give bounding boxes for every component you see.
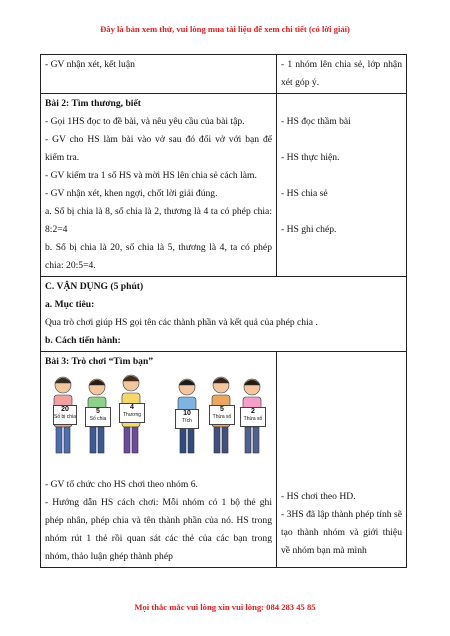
text-line: - HS chia sẻ: [281, 188, 328, 199]
card-quotient: [119, 403, 145, 423]
text-line: - GV nhận xét, kết luận: [45, 59, 135, 70]
card-label: Số bị chia: [54, 414, 76, 420]
card-number: 2: [251, 408, 255, 415]
teacher-cell: [41, 55, 277, 94]
text-line: - HS thực hiện.: [281, 152, 340, 163]
text-line: - GV cho HS làm bài vào vở sau đó đổi vở với bạn để kiểm tra.: [45, 134, 272, 163]
exercise-title: Bài 3: Trò chơi “Tìm bạn”: [45, 356, 154, 367]
text-line: - Hướng dẫn HS cách chơi: Mỗi nhóm có 1 bộ thẻ ghi phép nhân, phép chia và tên thành phần của nó. HS trong nhóm rút 1 thẻ rồi quan sát các thẻ của các bạn trong nhóm, thảo luận ghép thành phép: [45, 497, 272, 562]
text-line: Qua trò chơi giúp HS gọi tên các thành phần và kết quả của phép chia .: [45, 317, 318, 328]
section-heading: C. VẬN DỤNG (5 phút): [45, 281, 144, 292]
section-cell: [41, 277, 407, 352]
teacher-cell: [41, 352, 277, 568]
card-factor: [240, 407, 266, 427]
lesson-table: [40, 54, 407, 568]
text-line: - Gọi 1HS đọc to đề bài, và nêu yêu cầu của bài tập.: [45, 116, 245, 127]
text-line: - GV tổ chức cho HS chơi theo nhóm 6.: [45, 479, 198, 490]
card-label: Thừa số: [243, 416, 263, 422]
table-row: [41, 94, 407, 277]
card-number: 4: [130, 404, 134, 411]
card-label: Thương: [122, 412, 142, 418]
text-line: - 1 nhóm lên chia sẻ, lớp nhận xét góp ý.: [281, 59, 402, 88]
teacher-cell: [41, 94, 277, 277]
text-line: - GV kiểm tra 1 số HS và mời HS lên chia sẻ cách làm.: [45, 170, 257, 181]
text-line: - HS đọc thầm bài: [281, 116, 351, 127]
card-factor: [209, 405, 235, 425]
text-line: a. Số bị chia là 8, số chia là 2, thương là 4 ta có phép chia: 8:2=4: [45, 206, 272, 235]
card-label: Thừa số: [212, 414, 232, 420]
children-holding-cards-illustration: [45, 373, 272, 467]
student-cell: [277, 55, 407, 94]
card-number: 5: [220, 406, 224, 413]
exercise-title: Bài 2: Tìm thương, biết: [45, 98, 141, 109]
table-row: [41, 352, 407, 568]
card-number: 5: [96, 408, 100, 415]
card-label: Tích: [182, 418, 192, 424]
card-number: 10: [183, 410, 191, 417]
text-line: b. Số bị chia là 20, số chia là 5, thương là 4, ta có phép chia: 20:5=4.: [45, 242, 272, 271]
table-row: [41, 277, 407, 352]
text-line: - GV nhận xét, khen ngợi, chốt lời giải đúng.: [45, 188, 218, 199]
subheading: a. Mục tiêu:: [45, 299, 95, 310]
student-cell: [277, 94, 407, 277]
card-dividend: [53, 405, 77, 425]
contact-banner-bottom: Mọi thắc mắc vui lòng xin vui lòng: 084 283 45 85: [134, 602, 316, 612]
card-divisor: [85, 407, 111, 427]
card-product: [175, 409, 199, 429]
student-cell: [277, 352, 407, 568]
subheading: b. Cách tiến hành:: [45, 335, 121, 346]
table-row: [41, 55, 407, 94]
card-label: Số chia: [89, 416, 107, 422]
card-number: 20: [61, 406, 69, 413]
text-line: - HS ghi chép.: [281, 224, 337, 235]
text-line: - HS chơi theo HD.: [281, 491, 356, 502]
watermark-banner-top: Đây là bản xem thử, vui lòng mua tài liệu để xem chi tiết (có lời giải): [100, 24, 350, 34]
text-line: - 3HS đã lập thành phép tính sẽ tạo thành nhóm và giới thiệu về nhóm bạn mà mình: [281, 509, 402, 556]
